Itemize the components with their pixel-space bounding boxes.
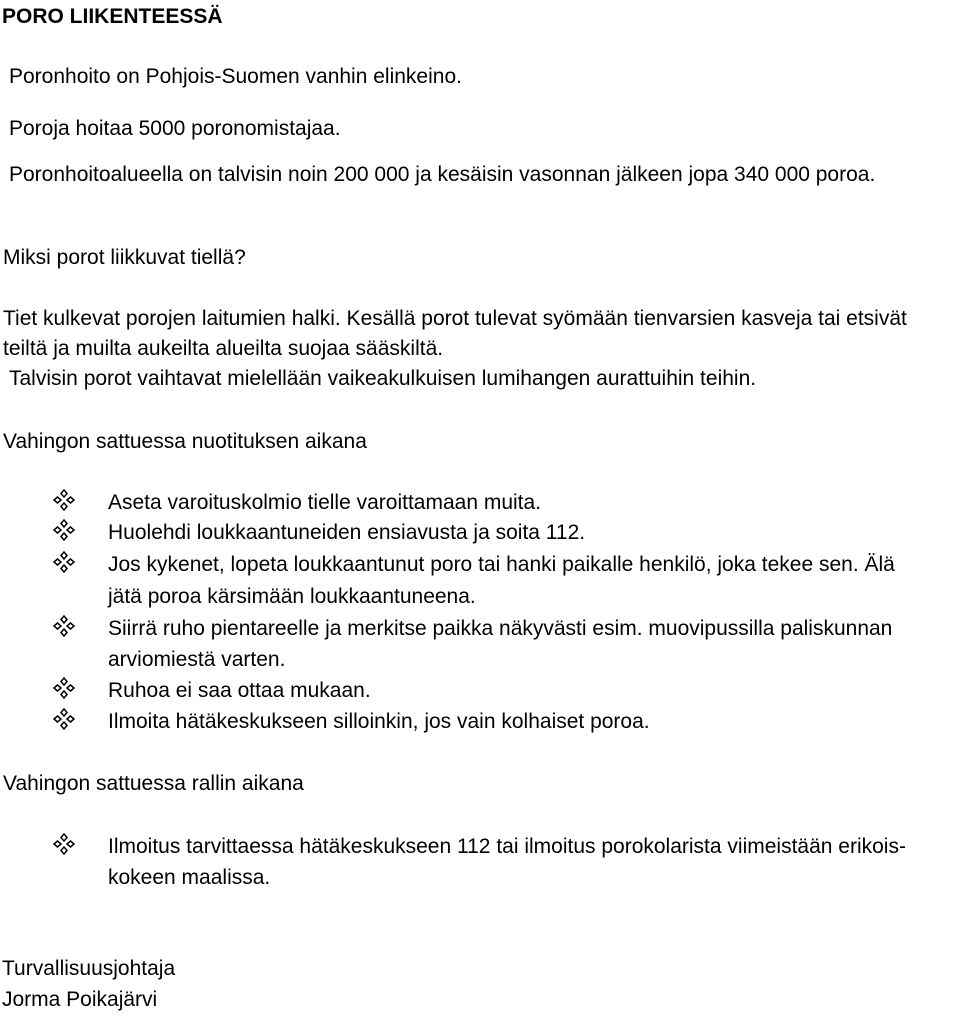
list-item-text: Ruhoa ei saa ottaa mukaan.	[108, 679, 371, 702]
list-item-text-line-2: jätä poroa kärsimään loukkaantuneena.	[108, 585, 476, 608]
four-diamond-bullet-icon	[53, 677, 75, 699]
why-text-line-1: Tiet kulkevat porojen laitumien halki. Kesällä porot tulevat syömään tienvarsien kasveja tai etsivät	[3, 307, 907, 330]
list-item-text-line-1: Ilmoitus tarvittaessa hätäkeskukseen 112 tai ilmoitus porokolarista viimeistään erikois-	[108, 835, 906, 858]
list-item-text-line-1: Siirrä ruho pientareelle ja merkitse paikka näkyvästi esim. muovipussilla paliskunnan	[108, 617, 893, 640]
four-diamond-bullet-icon	[53, 615, 75, 637]
four-diamond-bullet-icon	[53, 708, 75, 730]
herding-heading: Vahingon sattuessa nuotituksen aikana	[3, 430, 367, 453]
list-item-text-line-1: Jos kykenet, lopeta loukkaantunut poro tai hanki paikalle henkilö, joka tekee sen. Älä	[108, 553, 895, 576]
signature-name: Jorma Poikajärvi	[2, 988, 158, 1011]
intro-line-1: Poronhoito on Pohjois-Suomen vanhin elinkeino.	[9, 65, 462, 88]
list-item-text: Aseta varoituskolmio tielle varoittamaan muita.	[108, 491, 542, 514]
intro-line-3: Poronhoitoalueella on talvisin noin 200 000 ja kesäisin vasonnan jälkeen jopa 340 000 poroa.	[9, 163, 876, 186]
four-diamond-bullet-icon	[53, 489, 75, 511]
intro-line-2: Poroja hoitaa 5000 poronomistajaa.	[9, 117, 341, 140]
signature-role: Turvallisuusjohtaja	[2, 957, 176, 980]
why-text-line-3: Talvisin porot vaihtavat mielellään vaikeakulkuisen lumihangen aurattuihin teihin.	[9, 367, 757, 390]
list-item-text-line-2: arviomiestä varten.	[108, 648, 286, 671]
four-diamond-bullet-icon	[53, 833, 75, 855]
rally-heading: Vahingon sattuessa rallin aikana	[3, 772, 304, 795]
document-title: PORO LIIKENTEESSÄ	[2, 5, 223, 28]
why-heading: Miksi porot liikkuvat tiellä?	[3, 246, 246, 269]
list-item-text: Ilmoita hätäkeskukseen silloinkin, jos vain kolhaiset poroa.	[108, 710, 650, 733]
four-diamond-bullet-icon	[53, 519, 75, 541]
why-text-line-2: teiltä ja muilta aukeilta alueilta suojaa sääskiltä.	[3, 337, 444, 360]
four-diamond-bullet-icon	[53, 551, 75, 573]
list-item-text-line-2: kokeen maalissa.	[108, 866, 271, 889]
list-item-text: Huolehdi loukkaantuneiden ensiavusta ja soita 112.	[108, 521, 586, 544]
